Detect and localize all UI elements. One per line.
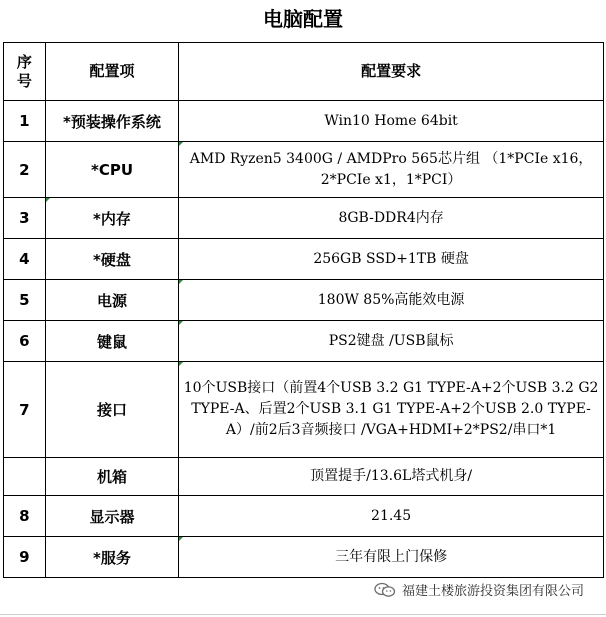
row-no: 6 [4,321,46,362]
comment-marker [179,321,183,325]
row-item: 显示器 [45,496,178,537]
table-row [4,362,604,458]
comment-marker [46,198,50,202]
row-no: 2 [4,142,46,198]
config-table [3,42,604,578]
row-no: 3 [4,198,46,239]
table-row [4,239,604,280]
row-item: *预装操作系统 [45,101,178,142]
watermark [374,580,584,599]
header-no-label: 序 号 [16,52,32,90]
row-requirement: AMD Ryzen5 3400G / AMDPro 565芯片组 （1*PCIe x16，2*PCIe x1，1*PCI） [179,142,604,198]
row-no: 8 [4,496,46,537]
row-item: 电源 [45,280,178,321]
row-no: 9 [4,537,46,578]
header-requirement: 配置要求 [179,43,604,101]
table-row [4,537,604,578]
row-requirement: 180W 85%高能效电源 [179,280,604,321]
row-requirement: Win10 Home 64bit [179,101,604,142]
page-title: 电脑配置 [263,7,343,31]
row-requirement: PS2键盘 /USB鼠标 [179,321,604,362]
row-requirement: 256GB SSD+1TB 硬盘 [179,239,604,280]
row-item: *内存 [45,198,178,239]
wechat-icon [374,582,396,598]
row-item: 键鼠 [45,321,178,362]
row-no [4,458,46,496]
row-requirement: 顶置提手/13.6L塔式机身/ [179,458,604,496]
table-row [4,458,604,496]
row-no: 5 [4,280,46,321]
row-requirement: 8GB-DDR4内存 [179,198,604,239]
row-item: 机箱 [45,458,178,496]
comment-marker [179,142,183,146]
table-row [4,142,604,198]
row-item: *CPU [45,142,178,198]
row-requirement: 21.45 [179,496,604,537]
row-requirement: 三年有限上门保修 [179,537,604,578]
divider [0,614,606,615]
row-item: *服务 [45,537,178,578]
table-row [4,198,604,239]
row-requirement: 10个USB接口（前置4个USB 3.2 G1 TYPE-A+2个USB 3.2 G2 TYPE-A、后置2个USB 3.1 G1 TYPE-A+2个USB 2.0 TYPE-A）/前2后3音频接口 /VGA+HDMI+2*PS2/串口*1 [179,362,604,458]
table-row [4,321,604,362]
comment-marker [179,362,183,366]
row-no: 7 [4,362,46,458]
table-row [4,280,604,321]
header-no [4,43,46,101]
header-row [4,43,604,101]
table-row [4,496,604,537]
comment-marker [179,280,183,284]
row-no: 4 [4,239,46,280]
table-row [4,101,604,142]
row-no: 1 [4,101,46,142]
row-item: 接口 [45,362,178,458]
watermark-text: 福建土楼旅游投资集团有限公司 [401,584,584,599]
comment-marker [179,537,183,541]
row-item: *硬盘 [45,239,178,280]
header-item: 配置项 [45,43,178,101]
